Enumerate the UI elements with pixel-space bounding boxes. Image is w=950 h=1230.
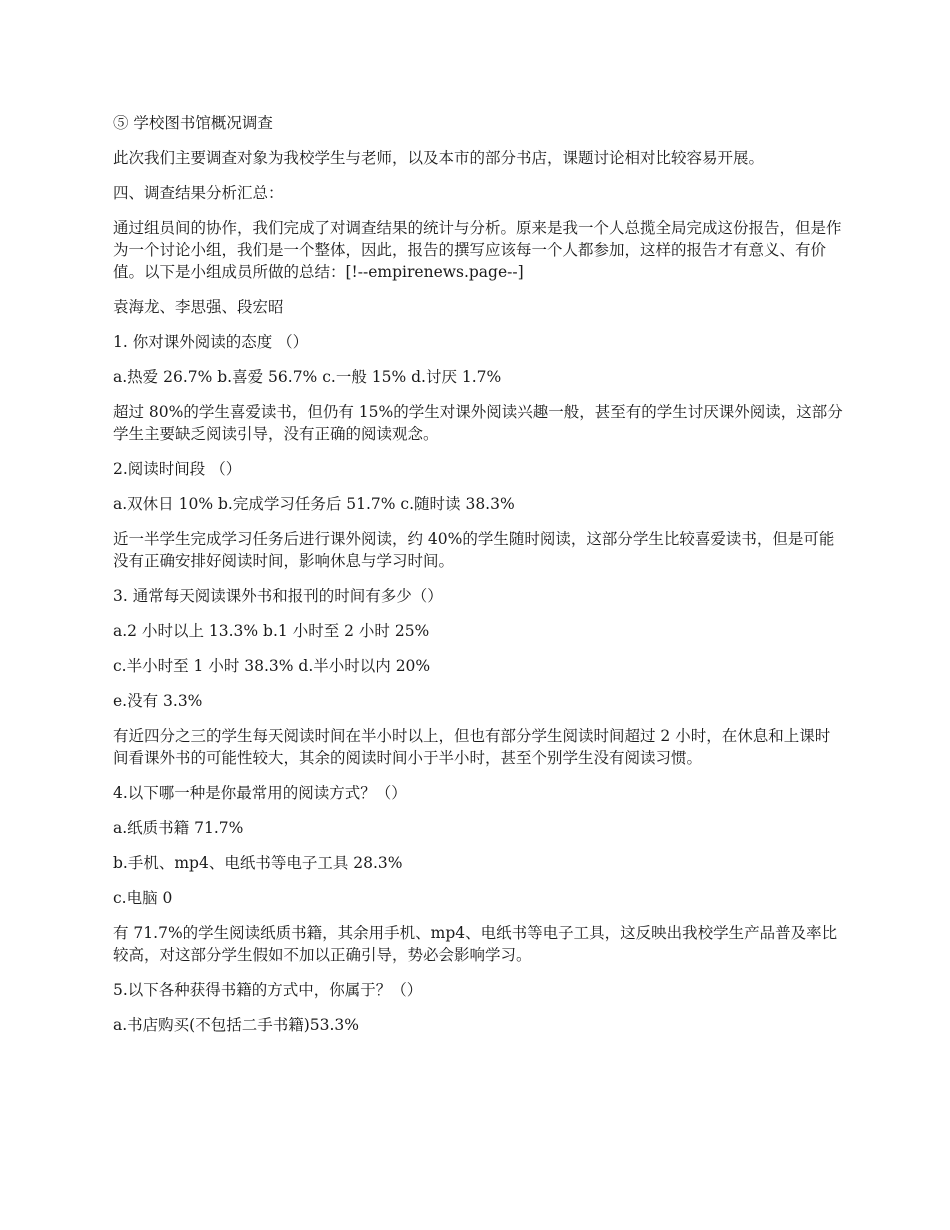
question-4-answer-b: b.手机、mp4、电纸书等电子工具 28.3%	[113, 854, 403, 872]
question-2: 2.阅读时间段 （）	[113, 460, 242, 478]
question-1: 1. 你对课外阅读的态度 （）	[113, 333, 309, 351]
survey-subjects-paragraph: 此次我们主要调查对象为我校学生与老师，以及本市的部分书店，课题讨论相对比较容易开展。	[113, 149, 765, 167]
section-heading-library-survey: ⑤ 学校图书馆概况调查	[113, 114, 273, 132]
document-body	[113, 112, 843, 1049]
question-3-answers-ab: a.2 小时以上 13.3% b.1 小时至 2 小时 25%	[113, 622, 430, 640]
question-4-answer-a: a.纸质书籍 71.7%	[113, 819, 244, 837]
question-3-analysis: 有近四分之三的学生每天阅读时间在半小时以上，但也有部分学生阅读时间超过 2 小时，在休息和上课时间看课外书的可能性较大，其余的阅读时间小于半小时，甚至个别学生没有阅读习惯。	[113, 727, 831, 767]
question-3-answers-cd: c.半小时至 1 小时 38.3% d.半小时以内 20%	[113, 657, 431, 675]
question-5-answer-a: a.书店购买(不包括二手书籍)53.3%	[113, 1016, 360, 1034]
question-2-answers: a.双休日 10% b.完成学习任务后 51.7% c.随时读 38.3%	[113, 495, 515, 513]
question-3-answers-e: e.没有 3.3%	[113, 692, 203, 710]
question-3: 3. 通常每天阅读课外书和报刊的时间有多少（）	[113, 587, 443, 605]
question-4-answer-c: c.电脑 0	[113, 889, 173, 907]
question-5: 5.以下各种获得书籍的方式中，你属于？（）	[113, 981, 423, 999]
question-4-analysis: 有 71.7%的学生阅读纸质书籍，其余用手机、mp4、电纸书等电子工具，这反映出我校学生产品普及率比较高，对这部分学生假如不加以正确引导，势必会影响学习。	[113, 924, 838, 964]
question-4: 4.以下哪一种是你最常用的阅读方式？（）	[113, 784, 407, 802]
question-1-answers: a.热爱 26.7% b.喜爱 56.7% c.一般 15% d.讨厌 1.7%	[113, 368, 502, 386]
group-members: 袁海龙、李思强、段宏昭	[113, 298, 284, 316]
question-1-analysis: 超过 80%的学生喜爱读书，但仍有 15%的学生对课外阅读兴趣一般，甚至有的学生讨厌课外阅读，这部分学生主要缺乏阅读引导，没有正确的阅读观念。	[113, 403, 843, 443]
collaboration-paragraph: 通过组员间的协作，我们完成了对调查结果的统计与分析。原来是我一个人总揽全局完成这份报告，但是作为一个讨论小组，我们是一个整体，因此，报告的撰写应该每一个人都参加，这样的报告才有意义、有价值。以下是小组成员所做的总结：[!--empirenews.page--]	[113, 219, 842, 281]
question-2-analysis: 近一半学生完成学习任务后进行课外阅读，约 40%的学生随时阅读，这部分学生比较喜爱读书，但是可能没有正确安排好阅读时间，影响休息与学习时间。	[113, 530, 835, 570]
section-heading-results-summary: 四、调查结果分析汇总：	[113, 184, 284, 202]
